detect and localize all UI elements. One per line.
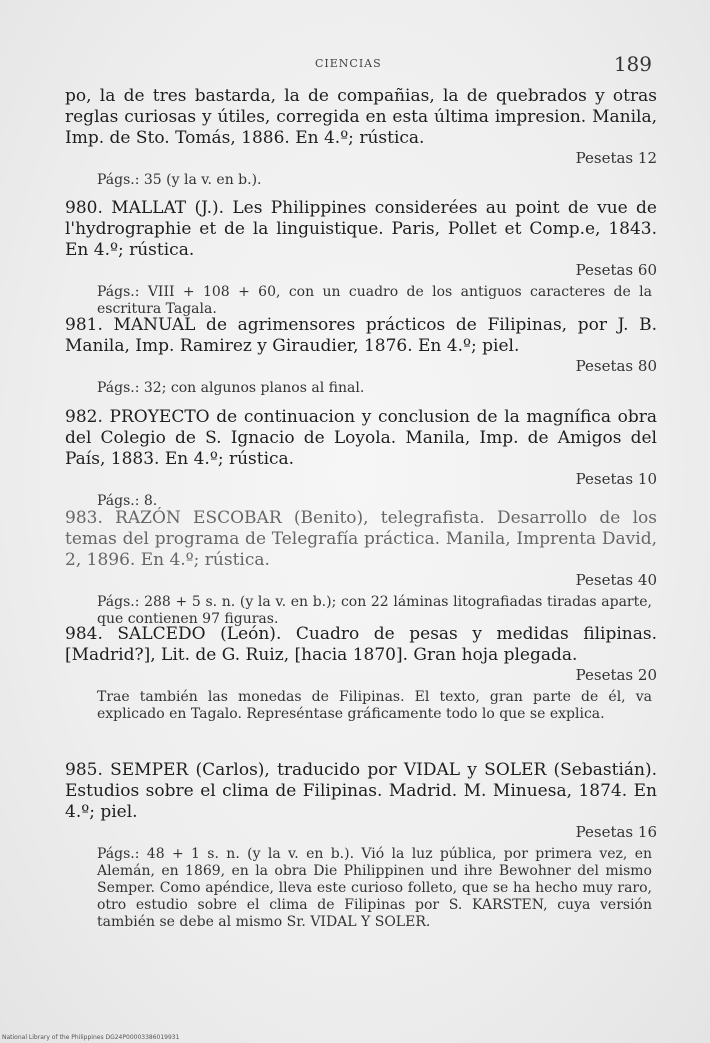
entry-number: 980.	[65, 198, 103, 218]
entry-982	[65, 407, 657, 510]
entry-price: Pesetas 20	[575, 666, 657, 684]
entry-text: PROYECTO de continuacion y conclusion de la magnífica obra del Colegio de S. Ignacio de Loyola. Manila, Imp. de Amigos del País, 1883. En 4.º; rústica.	[65, 407, 657, 469]
library-stamp: National Library of the Philippines DG24P00003386019931	[2, 1034, 180, 1041]
entry-text: SEMPER (Carlos), traducido por VIDAL y SOLER (Sebastián). Estudios sobre el clima de Filipinas. Madrid. M. Minuesa, 1874. En 4.º; piel.	[65, 760, 657, 822]
entry-notes: Págs.: 48 + 1 s. n. (y la v. en b.). Vió la luz pública, por primera vez, en Alemán, en 1869, en la obra Die Philippinen und ihre Bewohner del mismo Semper. Como apéndice, lleva este curioso folleto, que se ha hecho muy raro, otro estudio sobre el clima de Filipinas por S. KARSTEN, cuya versión también se debe al mismo Sr. VIDAL Y SOLER.	[97, 846, 652, 930]
entry-number: 981.	[65, 315, 103, 335]
entry-number: 983.	[65, 508, 103, 528]
entry-notes: Págs.: VIII + 108 + 60, con un cuadro de los antiguos caracteres de la escritura Tagala.	[97, 284, 652, 317]
entry-980	[65, 198, 657, 318]
entry-notes: Págs.: 8.	[97, 493, 158, 509]
entry-number: 985.	[65, 760, 103, 780]
entry-price: Pesetas 40	[575, 571, 657, 589]
entry-price: Pesetas 16	[575, 823, 657, 841]
entry-price: Pesetas 10	[575, 470, 657, 488]
entry-notes: Págs.: 32; con algunos planos al final.	[97, 380, 365, 396]
entry-notes: Trae también las monedas de Filipinas. El texto, gran parte de él, va explicado en Tagalo. Represéntase gráficamente todo lo que se explica.	[97, 689, 652, 722]
entry-985	[65, 760, 657, 931]
entry-981	[65, 315, 657, 397]
intro-continuation	[65, 86, 657, 189]
entry-text: MALLAT (J.). Les Philippines considerées au point de vue de l'hydrographie et de la linguistique. Paris, Pollet et Comp.e, 1843. En 4.º; rústica.	[65, 198, 657, 260]
entry-text: MANUAL de agrimensores prácticos de Filipinas, por J. B. Manila, Imp. Ramirez y Giraudier, 1876. En 4.º; piel.	[65, 315, 658, 356]
entry-number: 984.	[65, 624, 103, 644]
entry-notes: Págs.: 288 + 5 s. n. (y la v. en b.); con 22 láminas litografiadas tiradas aparte, que contienen 97 figuras.	[97, 594, 652, 627]
running-title: CIENCIAS	[315, 57, 382, 70]
intro-text: po, la de tres bastarda, la de compañias, la de quebrados y otras reglas curiosas y útiles, corregida en esta última impresion. Manila, Imp. de Sto. Tomás, 1886. En 4.º; rústica.	[65, 86, 657, 148]
entry-text: SALCEDO (León). Cuadro de pesas y medidas filipinas. [Madrid?], Lit. de G. Ruiz, [hacia 1870]. Gran hoja plegada.	[65, 624, 657, 665]
page-number: 189	[613, 52, 652, 76]
entry-price: Pesetas 80	[575, 357, 657, 375]
entry-983	[65, 508, 657, 628]
intro-price: Pesetas 12	[575, 149, 657, 167]
entry-number: 982.	[65, 407, 103, 427]
running-header	[60, 52, 660, 82]
intro-notes: Págs.: 35 (y la v. en b.).	[97, 172, 262, 188]
entry-price: Pesetas 60	[575, 261, 657, 279]
entry-text: RAZÓN ESCOBAR (Benito), telegrafista. Desarrollo de los temas del programa de Telegrafía práctica. Manila, Imprenta David, 2, 1896. En 4.º; rústica.	[65, 508, 657, 570]
entry-984	[65, 624, 657, 723]
